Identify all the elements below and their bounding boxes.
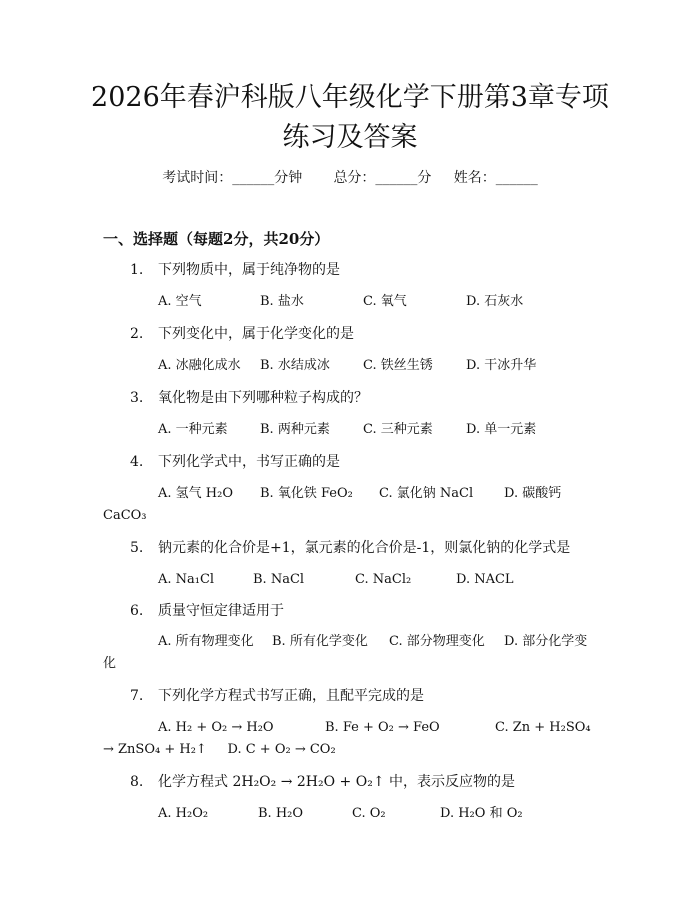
- option-c: C. 铁丝生锈: [363, 358, 433, 373]
- option-d: D. C + O₂ → CO₂: [227, 742, 336, 757]
- question-stem: 化学方程式 2H₂O₂ → 2H₂O + O₂↑ 中，表示反应物的是: [158, 774, 516, 790]
- option-a: A. H₂ + O₂ → H₂O: [158, 720, 274, 735]
- option-a: A. 氢气 H₂O: [158, 486, 233, 501]
- option-d-continued: 化: [103, 656, 117, 671]
- option-a: A. 空气: [158, 294, 202, 309]
- option-c: C. Zn + H₂SO₄: [495, 720, 591, 735]
- option-c: C. O₂: [352, 806, 386, 821]
- question-stem: 下列化学方程式书写正确，且配平完成的是: [158, 688, 424, 704]
- option-c: C. NaCl₂: [355, 572, 412, 587]
- section-heading: 一、选择题（每题2分，共20分）: [103, 230, 330, 248]
- option-d: D. 部分化学变: [504, 634, 588, 649]
- option-a: A. Na₁Cl: [158, 572, 215, 587]
- option-b: B. Fe + O₂ → FeO: [325, 720, 440, 735]
- exam-total-score: 总分：______分: [333, 170, 432, 186]
- option-c: C. 氯化钠 NaCl: [379, 486, 474, 501]
- option-b: B. 两种元素: [260, 422, 330, 437]
- option-d: D. 单一元素: [466, 422, 537, 437]
- option-b: B. NaCl: [253, 572, 305, 587]
- title-line-2: 练习及答案: [282, 122, 418, 153]
- option-a: A. 一种元素: [158, 422, 228, 437]
- option-b: B. 所有化学变化: [272, 634, 368, 649]
- option-a: A. 所有物理变化: [158, 634, 254, 649]
- document-title: [60, 78, 640, 158]
- question-number: 7.: [130, 688, 144, 704]
- option-a: A. H₂O₂: [158, 806, 209, 821]
- question-stem: 氧化物是由下列哪种粒子构成的？: [158, 390, 368, 406]
- question-number: 6.: [130, 603, 144, 619]
- option-b: B. H₂O: [258, 806, 304, 821]
- question-number: 4.: [130, 454, 144, 470]
- question-stem: 质量守恒定律适用于: [158, 603, 284, 619]
- question-7-options-continued: [103, 740, 336, 760]
- question-number: 1.: [130, 262, 144, 278]
- option-a: A. 冰融化成水: [158, 358, 241, 373]
- question-number: 5.: [130, 540, 144, 556]
- option-d: D. 石灰水: [466, 294, 524, 309]
- option-b: B. 氧化铁 FeO₂: [260, 486, 353, 501]
- option-d: D. NACL: [456, 572, 514, 587]
- question-number: 8.: [130, 774, 144, 790]
- question-stem: 钠元素的化合价是+1，氯元素的化合价是-1，则氯化钠的化学式是: [158, 540, 571, 556]
- question-stem: 下列化学式中，书写正确的是: [158, 454, 340, 470]
- student-name: 姓名：______: [453, 170, 538, 186]
- question-stem: 下列物质中，属于纯净物的是: [158, 262, 340, 278]
- option-c-continued: → ZnSO₄ + H₂↑: [103, 742, 207, 757]
- question-stem: 下列变化中，属于化学变化的是: [158, 326, 354, 342]
- option-c: C. 部分物理变化: [389, 634, 485, 649]
- exam-time: 考试时间：______分钟: [162, 170, 303, 186]
- option-c: C. 氧气: [363, 294, 407, 309]
- option-b: B. 水结成冰: [260, 358, 330, 373]
- question-number: 2.: [130, 326, 144, 342]
- option-d: D. 干冰升华: [466, 358, 537, 373]
- question-number: 3.: [130, 390, 144, 406]
- option-d-continued: CaCO₃: [103, 508, 147, 523]
- option-d: D. H₂O 和 O₂: [440, 806, 523, 821]
- option-d: D. 碳酸钙: [504, 486, 562, 501]
- exam-meta: [0, 168, 700, 188]
- option-b: B. 盐水: [260, 294, 304, 309]
- title-line-1: 2026年春沪科版八年级化学下册第3章专项: [91, 82, 609, 113]
- option-c: C. 三种元素: [363, 422, 433, 437]
